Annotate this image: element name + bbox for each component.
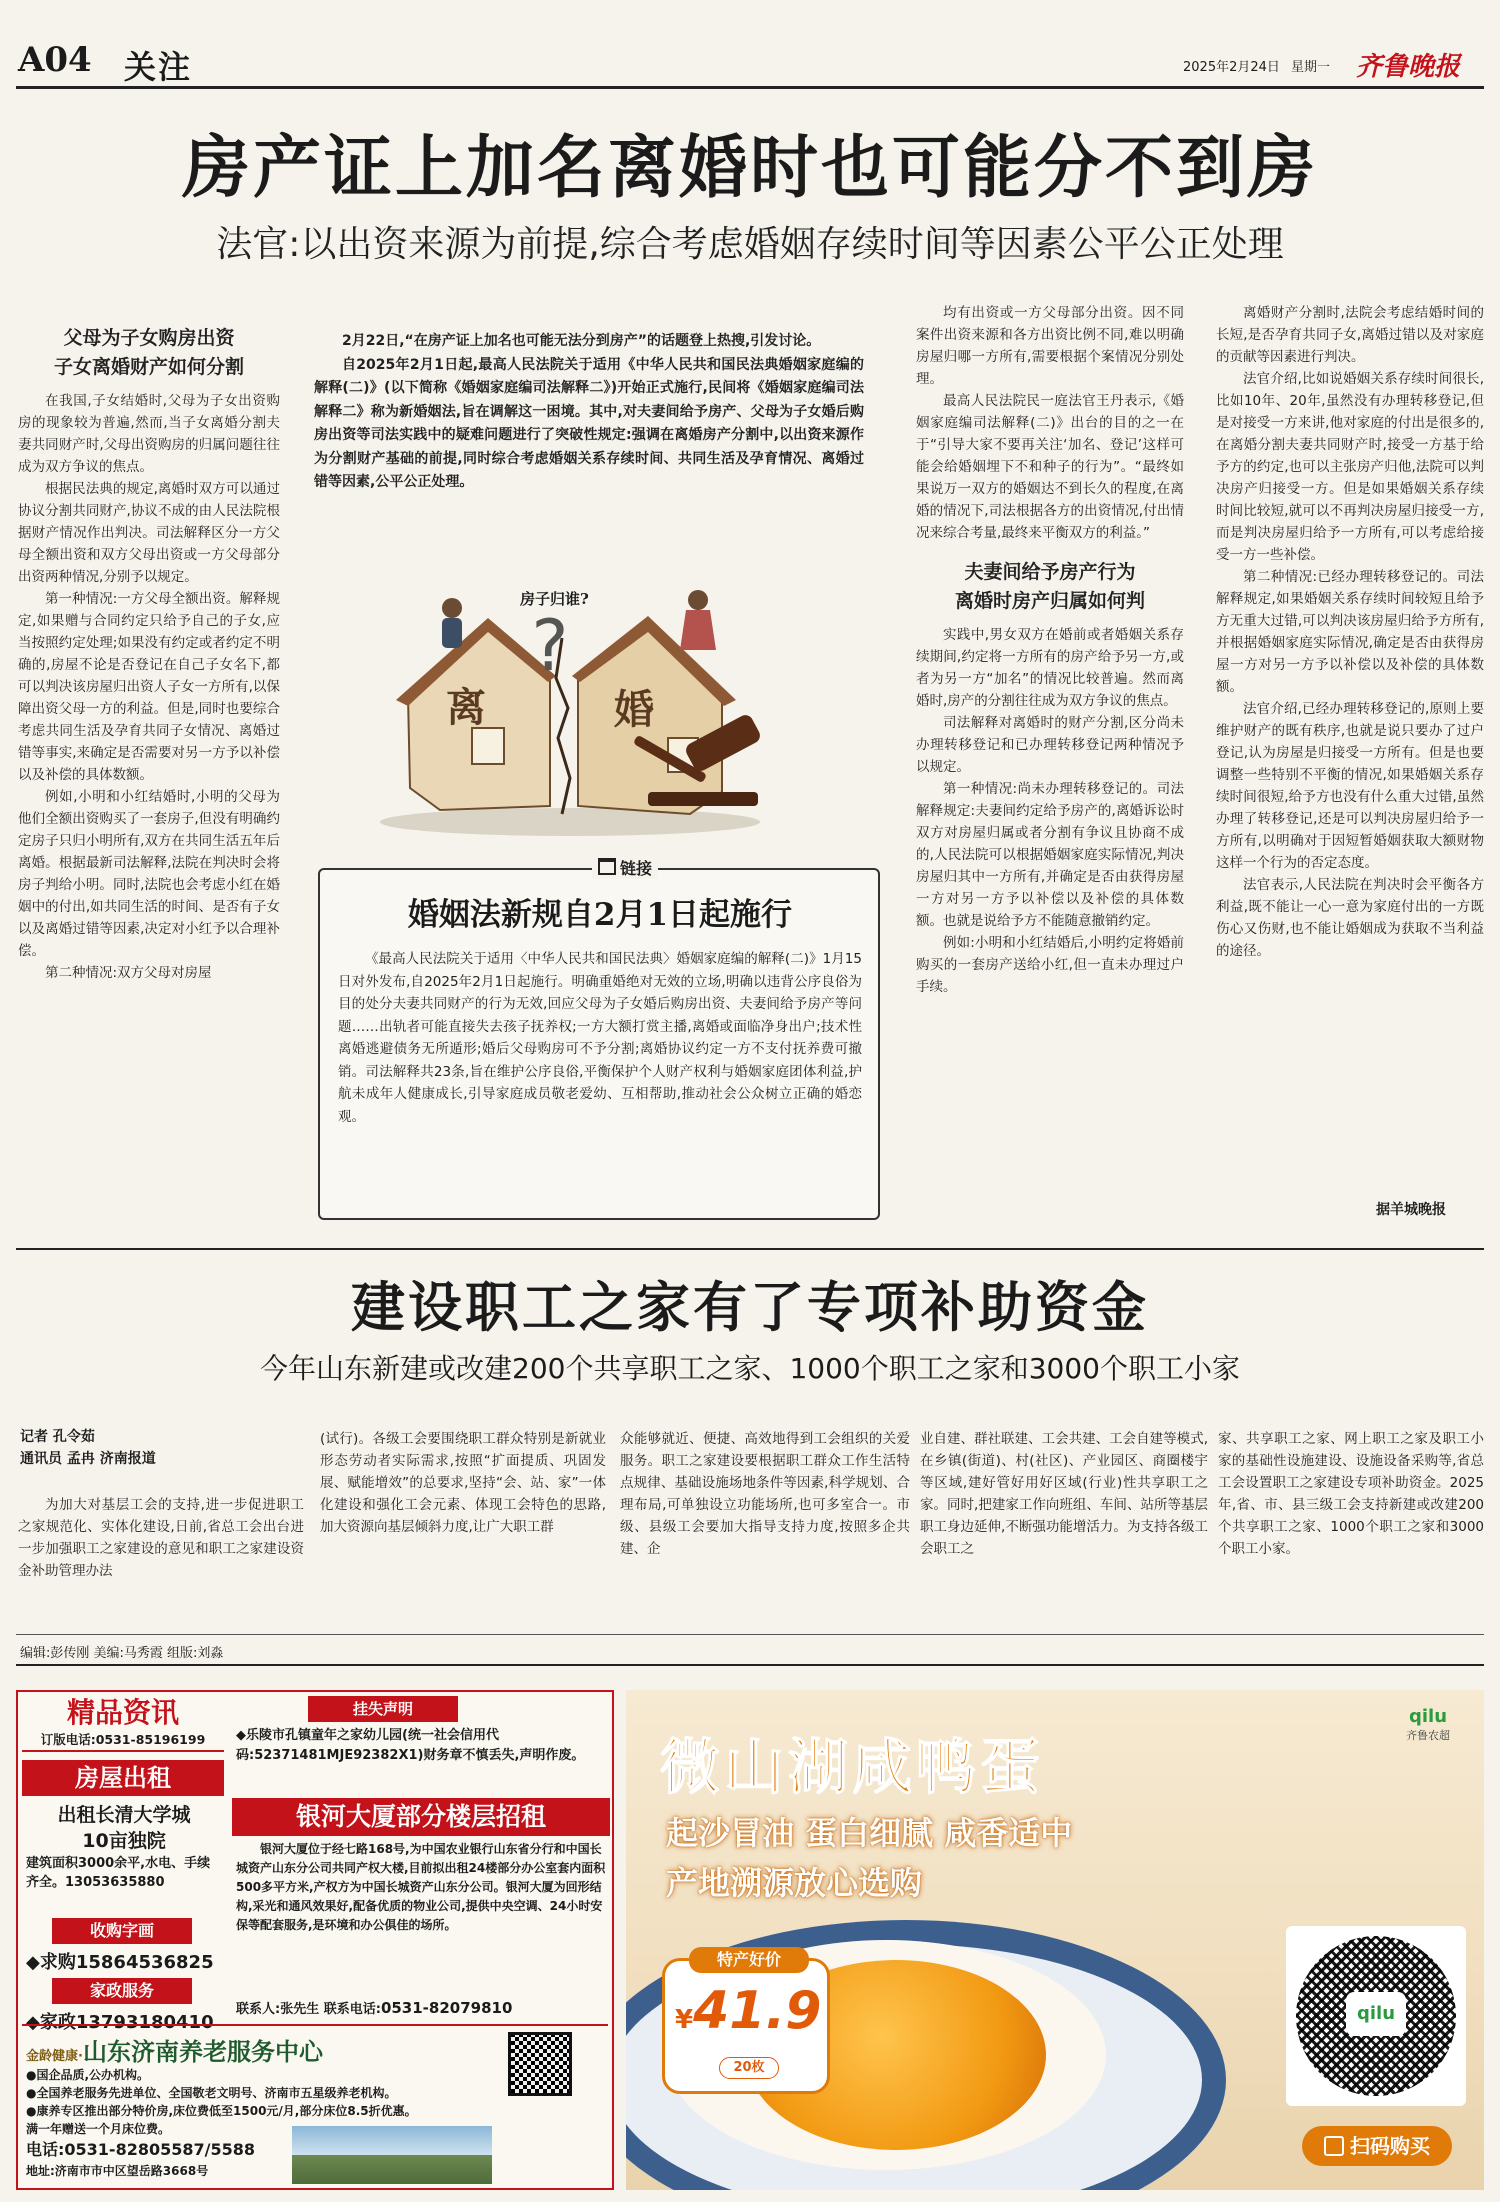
svg-text:?: ? — [531, 605, 569, 687]
classified-ads — [16, 1690, 614, 2190]
egg-slogan-1: 起沙冒油 蛋白细腻 咸香适中 — [666, 1814, 1073, 1852]
article2-column-3: 众能够就近、便捷、高效地得到工会组织的关爱服务。职工之家建设要根据职工群众工作生活特点规律、基础设施场地条件等因素,科学规划、合理布局,可单独设立功能场所,也可多室合一。市级、县级工会要加大指导支持力度,按照多企共建、企 — [620, 1431, 910, 1557]
ads-rule — [16, 1664, 1484, 1666]
paragraph: 例如:小明和小红结婚后,小明约定将婚前购买的一套房产送给小红,但一直未办理过户手续。 — [916, 935, 1184, 995]
section-name: 关注 — [124, 48, 193, 86]
article1-column-1 — [18, 320, 280, 1225]
paper-logo: 齐鲁晚报 — [1356, 52, 1461, 82]
pension-ad — [22, 2024, 608, 2186]
article1-column-5 — [1216, 302, 1484, 1197]
home-text: ◆家政13793180410 — [26, 2012, 214, 2033]
article1-intro — [314, 330, 864, 565]
paragraph: 最高人民法院民一庭法官王丹表示,《婚姻家庭编司法解释(二)》出台的目的之一在于“引导大家不要再关注‘加名、登记’这样可能会给婚姻埋下不和种子的行为”。“最终如果说万一双方的婚姻达不到长久的程度,在离婚的情况下,司法根据各方的出资情况,付出情况来综合考量,最终来平衡双方的利益。” — [916, 393, 1184, 541]
pension-lines: ●国企品质,公办机构。 ●全国养老服务先进单位、全国敬老文明号、济南市五星级养老机构。 ●康养专区推出部分特价房,床位费低至1500元/月,部分床位8.5折优惠。 满一年赠送一个月床位费。 电话:0531-82805587/5588 地址:济南市市中区望岳路3668号 — [26, 2066, 496, 2180]
illustration-char-right: 婚 — [614, 686, 654, 733]
qr-center-logo: qilu — [1346, 1992, 1406, 2036]
buy-text: ◆求购15864536825 — [26, 1952, 214, 1973]
home-tag: 家政服务 — [52, 1978, 192, 2004]
illustration-char-left: 离 — [446, 684, 486, 731]
weekday: 星期一 — [1291, 60, 1331, 75]
link-icon — [598, 858, 616, 875]
link-body: 《最高人民法院关于适用〈中华人民共和国民法典〉婚姻家庭编的解释(二)》1月15日对外发布,自2025年2月1日起施行。明确重婚绝对无效的立场,明确以违背公序良俗为目的处分夫妻共同财产的行为无效,回应父母为子女婚后购房出资、夫妻间给予房产等问题……出轨者可能直接失去孩子抚养权;一方大额打赏主播,离婚或面临净身出户;技术性离婚逃避债务无所遁形;婚后父母购房可不予分割;离婚协议约定一方不支付抚养费可撤销。司法解释共23条,旨在维护公序良俗,平衡保护个人财产权利与婚姻家庭团体利益,护航未成年人健康成长,引导家庭成员敬老爱幼、互相帮助,推动社会公众树立正确的婚恋观。 — [338, 951, 862, 1125]
byline-reporter: 记者 孔令茹 — [20, 1429, 95, 1445]
paragraph: 法官介绍,比如说婚姻关系存续时间很长,比如10年、20年,虽然没有办理转移登记,但是对接受一方来讲,他对家庭的付出是很多的,在离婚分割夫妻共同财产时,接受一方基于给予方的约定,也可以主张房产归他,法院可以判决房产归接受一方。但是如果婚姻关系存续时间比较短,就可以不再判决房屋归接受一方,而是判决房屋归给予一方所有,可以考虑给接受一方一些补偿。 — [1216, 371, 1484, 563]
byline-correspondent: 通讯员 孟冉 济南报道 — [20, 1451, 156, 1467]
price-currency: ¥ — [675, 2005, 694, 2035]
guashi-text: ◆乐陵市孔镇童年之家幼儿园(统一社会信用代码:52371481MJE92382X1)财务章不慎丢失,声明作废。 — [236, 1728, 585, 1763]
yinhe-title: 银河大厦部分楼层招租 — [232, 1798, 610, 1836]
pension-title: 山东济南养老服务中心 — [82, 2037, 323, 2066]
rent-tag: 房屋出租 — [22, 1760, 224, 1796]
yinhe-body: 银河大厦位于经七路168号,为中国农业银行山东省分行和中国长城资产山东分公司共同产权大楼,目前拟出租24楼部分办公室套内面积500多平方米,产权方为中国长城资产山东分公司。银河大厦为回形结构,采光和通风效果好,配备优质的物业公司,提供中央空调、24小时安保等配套服务,是环境和办公俱佳的场所。 — [236, 1842, 606, 1932]
article2-byline — [20, 1426, 156, 1470]
price-value: ¥41.9 — [675, 1981, 822, 2041]
article2-column-4: 业自建、群社联建、工会共建、工会自建等模式,在乡镇(街道)、村(社区)、产业园区、商圈楼宇等区域,建好管好用好区域(行业)性共享职工之家。同时,把建家工作向班组、车间、站所等基层职工身边延伸,不断强功能增活力。为支持各级工会职工之 — [920, 1431, 1208, 1557]
link-title: 婚姻法新规自2月1日起施行 — [407, 897, 793, 933]
yinhe-contact: 联系人:张先生 联系电话:0531-82079810 — [236, 1999, 513, 2017]
article2-column-2: (试行)。各级工会要围绕职工群众特别是新就业形态劳动者实际需求,按照“扩面提质、巩固发展、赋能增效”的总要求,坚持“会、站、家”一体化建设和强化工会元素、体现工会特色的思路,加大资源向基层倾斜力度,让广大职工群 — [320, 1431, 606, 1535]
illustration-svg — [380, 578, 792, 840]
paragraph: 均有出资或一方父母部分出资。因不同案件出资来源和各方出资比例不同,难以明确房屋归哪一方所有,需要根据个案情况分别处理。 — [916, 305, 1184, 387]
paragraph: 法官表示,人民法院在判决时会平衡各方利益,既不能让一心一意为家庭付出的一方既伤心又伤财,也不能让婚姻成为获取不当利益的途径。 — [1216, 877, 1484, 959]
issue-date: 2025年2月24日 — [1183, 60, 1280, 75]
paragraph: 第一种情况:尚未办理转移登记的。司法解释规定:夫妻间约定给予房产的,离婚诉讼时双方对房屋归属或者分割有争议且协商不成的,人民法院可以根据婚姻家庭实际情况,判决房屋归其中一方所有,并确定是否由获得房屋一方对另一方予以补偿以及补偿的具体数额。也就是说给予方不能随意撤销约定。 — [916, 781, 1184, 929]
masthead-rule — [16, 86, 1484, 89]
article1-source: 据羊城晚报 — [1376, 1202, 1446, 1218]
section-divider — [16, 1248, 1484, 1250]
article2-subheadline: 今年山东新建或改建200个共享职工之家、1000个职工之家和3000个职工小家 — [260, 1352, 1240, 1385]
link-tag: 链接 — [592, 856, 658, 879]
qilu-logo — [1388, 1706, 1468, 1743]
article2-column-1: 为加大对基层工会的支持,进一步促进职工之家规范化、实体化建设,日前,省总工会出台进一步加强职工之家建设的意见和职工之家建设资金补助管理办法 — [18, 1497, 304, 1579]
jingpin-header — [22, 1696, 224, 1752]
pension-qr-code — [508, 2032, 572, 2096]
pension-photo — [292, 2126, 492, 2184]
article2-headline: 建设职工之家有了专项补助资金 — [351, 1275, 1149, 1339]
price-badge — [662, 1950, 830, 2094]
price-badge-label: 特产好价 — [689, 1947, 809, 1973]
jingpin-phone: 订版电话:0531-85196199 — [40, 1732, 206, 1747]
paragraph: 第一种情况:一方父母全额出资。解释规定,如果赠与合同约定只给予自己的子女,应当按照约定处理;如果没有约定或者约定不明确的,房屋不论是否登记在自己子女名下,都可以判决该房屋归出资人子女一方所有,以保障出资父母一方的利益。但是,同时也要综合考虑共同生活及孕育共同子女情况、离婚过错等事实,来确定是否需要对另一方予以补偿以及补偿的具体数额。 — [18, 591, 280, 783]
egg-title: 微山湖咸鸭蛋 — [660, 1733, 1044, 1803]
price-unit: 20枚 — [719, 2057, 779, 2079]
paragraph: 例如,小明和小红结婚时,小明的父母为他们全额出资购买了一套房子,但没有明确约定房子只归小明所有,双方在共同生活五年后离婚。根据最新司法解释,法院在判决时会将房子判给小明。同时,法院也会考虑小红在婚姻中的付出,如共同生活的时间、是否有子女以及离婚过错等因素,决定对小红予以合理补偿。 — [18, 789, 280, 959]
pension-header — [26, 2032, 323, 2067]
paragraph: 法官介绍,已经办理转移登记的,原则上要维护财产的既有秩序,也就是说只要办了过户登记,认为房屋是归接受一方所有。但是也要调整一些特别不平衡的情况,如果婚姻关系存续时间很短,给予方也没有什么重大过错,虽然办理了转移登记,还是可以判决房屋归给予一方所有,以明确对于因短暂婚姻获取大额财物这样一个行为的否定态度。 — [1216, 701, 1484, 871]
jingpin-title: 精品资讯 — [66, 1696, 179, 1729]
rent-body: 建筑面积3000余平,水电、手续齐全。13053635880 — [26, 1856, 211, 1890]
paragraph: 司法解释对离婚时的财产分割,区分尚未办理转移登记和已办理转移登记两种情况予以规定。 — [916, 715, 1184, 775]
pension-brand: 金龄健康· — [26, 2049, 83, 2064]
editor-credits: 编辑:彭传刚 美编:马秀霞 组版:刘淼 — [20, 1646, 224, 1661]
egg-slogan-2: 产地溯源放心选购 — [666, 1864, 923, 1902]
rent-title-1: 出租长清大学城 — [57, 1804, 191, 1826]
rent-title-2: 10亩独院 — [82, 1830, 166, 1852]
paragraph: 在我国,子女结婚时,父母为子女出资购房的现象较为普遍,然而,当子女离婚分割夫妻共同财产时,父母出资购房的归属问题往往成为双方争议的焦点。 — [18, 393, 280, 475]
purchase-qr-code[interactable] — [1286, 1926, 1466, 2106]
link-box — [318, 859, 880, 1220]
rent-ad — [26, 1802, 222, 1892]
duck-egg-ad — [626, 1690, 1484, 2190]
page-code: A04 — [18, 40, 92, 80]
paragraph: 根据民法典的规定,离婚时双方可以通过协议分割共同财产,协议不成的由人民法院根据财产情况作出判决。司法解释区分一方父母全额出资和双方父母出资或一方父母部分出资两种情况,分别予以规定。 — [18, 481, 280, 585]
illustration-caption: 房子归谁? — [520, 590, 589, 608]
article1-subheadline: 法官:以出资来源为前提,综合考虑婚姻存续时间等因素公平公正处理 — [216, 224, 1284, 265]
article1-column-4 — [916, 302, 1184, 1222]
article1-headline: 房产证上加名离婚时也可能分不到房 — [181, 128, 1318, 208]
article2-column-5: 家、共享职工之家、网上职工之家及职工小家的基础性设施建设、设施设备采购等,省总工会设置职工之家建设专项补助资金。2025年,省、市、县三级工会支持新建或改建200个共享职工之家、1000个职工之家和3000个职工小家。 — [1218, 1431, 1484, 1557]
intro-paragraph-1: 2月22日,“在房产证上加名也可能无法分到房产”的话题登上热搜,引发讨论。 — [342, 333, 821, 349]
credits-rule — [16, 1634, 1484, 1635]
subhead-spouse-gift: 夫妻间给予房产行为 离婚时房产归属如何判 — [954, 561, 1145, 612]
pension-address: 地址:济南市市中区望岳路3668号 — [26, 2164, 209, 2178]
divorce-house-illustration — [380, 578, 792, 840]
paragraph: 第二种情况:双方父母对房屋 — [45, 965, 212, 981]
subhead-parents-funding: 父母为子女购房出资 子女离婚财产如何分割 — [53, 327, 244, 378]
scan-icon — [1324, 2136, 1344, 2156]
paragraph: 离婚财产分割时,法院会考虑结婚时间的长短,是否孕育共同子女,离婚过错以及对家庭的贡献等因素进行判决。 — [1216, 305, 1484, 365]
paragraph: 实践中,男女双方在婚前或者婚姻关系存续期间,约定将一方所有的房产给予另一方,或者为另一方“加名”的情况比较普遍。然而离婚时,房产的分割往往成为双方争议的焦点。 — [916, 627, 1184, 709]
scan-to-buy-button[interactable]: 扫码购买 — [1302, 2126, 1452, 2166]
yinhe-phone: 0531-82079810 — [380, 1999, 513, 2017]
pension-phone: 电话:0531-82805587/5588 — [26, 2140, 256, 2159]
qilu-logo-mark: qilu — [1408, 1706, 1448, 1727]
guashi-tag: 挂失声明 — [308, 1696, 458, 1722]
buy-tag: 收购字画 — [52, 1918, 192, 1944]
qilu-brand: 齐鲁农超 — [1406, 1729, 1450, 1742]
paragraph: 第二种情况:已经办理转移登记的。司法解释规定,如果婚姻关系存续时间较短且给予方无重大过错,可以判决该房屋归给予方所有,并根据婚姻家庭实际情况,确定是否由获得房屋一方对另一方予以补偿以及补偿的具体数额。 — [1216, 569, 1484, 695]
intro-paragraph-2: 自2025年2月1日起,最高人民法院关于适用《中华人民共和国民法典婚姻家庭编的解释(二)》(以下简称《婚姻家庭编司法解释二》)开始正式施行,民间将《婚姻家庭编司法解释二》称为新婚姻法,旨在调解这一困境。其中,对夫妻间给予房产、父母为子女婚后购房出资等司法实践中的疑难问题进行了突破性规定:强调在离婚房产分割中,以出资来源作为分割财产基础的前提,同时综合考虑婚姻关系存续时间、共同生活及孕育情况、离婚过错等因素,公平公正处理。 — [314, 356, 864, 490]
